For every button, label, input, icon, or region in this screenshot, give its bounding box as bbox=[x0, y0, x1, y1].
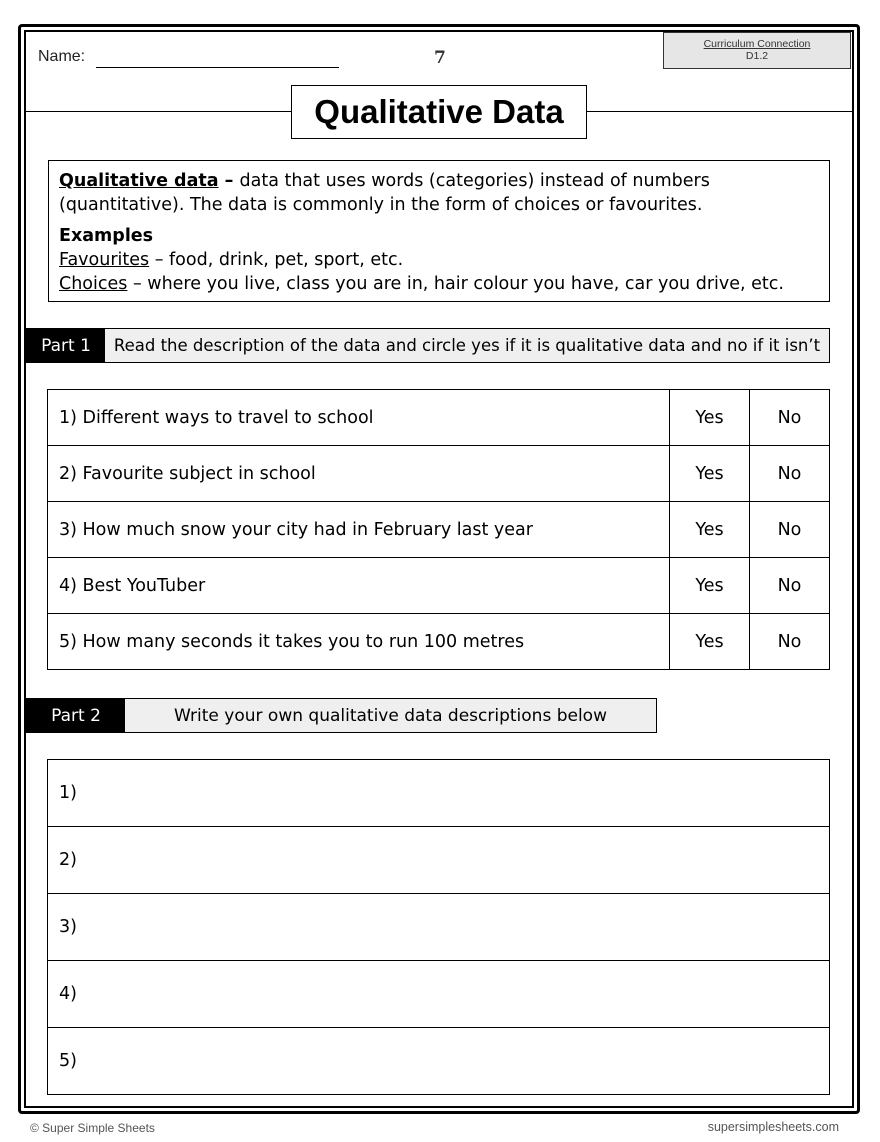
no-option[interactable]: No bbox=[750, 614, 830, 670]
table-row bbox=[48, 446, 830, 502]
table-row bbox=[48, 558, 830, 614]
table-row bbox=[48, 894, 830, 961]
table-row bbox=[48, 390, 830, 446]
part2-answer-table bbox=[47, 759, 830, 1095]
table-row bbox=[48, 502, 830, 558]
no-option[interactable]: No bbox=[750, 390, 830, 446]
footer-copyright: © Super Simple Sheets bbox=[30, 1121, 155, 1135]
part1-instruction: Read the description of the data and circle yes if it is qualitative data and no if it isn’t bbox=[105, 329, 829, 362]
yes-option[interactable]: Yes bbox=[670, 502, 750, 558]
footer-website: supersimplesheets.com bbox=[707, 1120, 839, 1134]
question-text: 4) Best YouTuber bbox=[48, 558, 670, 614]
table-row bbox=[48, 1028, 830, 1095]
page-title: Qualitative Data bbox=[291, 85, 587, 139]
curriculum-code: D1.2 bbox=[745, 50, 769, 62]
part2-header bbox=[26, 698, 657, 733]
table-row bbox=[48, 614, 830, 670]
example-term: Favourites bbox=[59, 250, 150, 270]
yes-option[interactable]: Yes bbox=[670, 446, 750, 502]
name-write-line[interactable] bbox=[96, 67, 339, 68]
yes-option[interactable]: Yes bbox=[670, 558, 750, 614]
definition-paragraph bbox=[59, 169, 819, 217]
answer-field[interactable]: 1) bbox=[48, 760, 830, 827]
no-option[interactable]: No bbox=[750, 502, 830, 558]
question-text: 5) How many seconds it takes you to run 100 metres bbox=[48, 614, 670, 670]
table-row bbox=[48, 961, 830, 1028]
answer-field[interactable]: 5) bbox=[48, 1028, 830, 1095]
answer-field[interactable]: 2) bbox=[48, 827, 830, 894]
question-text: 1) Different ways to travel to school bbox=[48, 390, 670, 446]
definition-text: data that uses words (categories) instead of numbers (quantitative). The data is commonly in the form of choices or favourites. bbox=[59, 171, 710, 215]
example-favourites bbox=[59, 248, 819, 272]
examples-heading: Examples bbox=[59, 226, 154, 246]
example-term: Choices bbox=[59, 274, 128, 294]
part2-label: Part 2 bbox=[27, 699, 125, 732]
definition-dash: – bbox=[218, 171, 240, 191]
name-label: Name: bbox=[38, 48, 86, 65]
curriculum-connection-box bbox=[663, 32, 851, 69]
no-option[interactable]: No bbox=[750, 446, 830, 502]
no-option[interactable]: No bbox=[750, 558, 830, 614]
yes-option[interactable]: Yes bbox=[670, 614, 750, 670]
example-text: – food, drink, pet, sport, etc. bbox=[149, 250, 404, 270]
part1-label: Part 1 bbox=[27, 329, 105, 362]
page-number: 7 bbox=[434, 48, 446, 68]
part2-instruction: Write your own qualitative data descriptions below bbox=[125, 699, 656, 732]
question-text: 3) How much snow your city had in February last year bbox=[48, 502, 670, 558]
definition-term: Qualitative data bbox=[59, 171, 219, 191]
part1-header bbox=[26, 328, 830, 363]
example-choices bbox=[59, 272, 819, 296]
curriculum-title: Curriculum Connection bbox=[703, 38, 811, 50]
answer-field[interactable]: 3) bbox=[48, 894, 830, 961]
yes-option[interactable]: Yes bbox=[670, 390, 750, 446]
table-row bbox=[48, 760, 830, 827]
part1-question-table bbox=[47, 389, 830, 670]
table-row bbox=[48, 827, 830, 894]
definition-box bbox=[48, 160, 830, 302]
answer-field[interactable]: 4) bbox=[48, 961, 830, 1028]
question-text: 2) Favourite subject in school bbox=[48, 446, 670, 502]
example-text: – where you live, class you are in, hair colour you have, car you drive, etc. bbox=[127, 274, 784, 294]
